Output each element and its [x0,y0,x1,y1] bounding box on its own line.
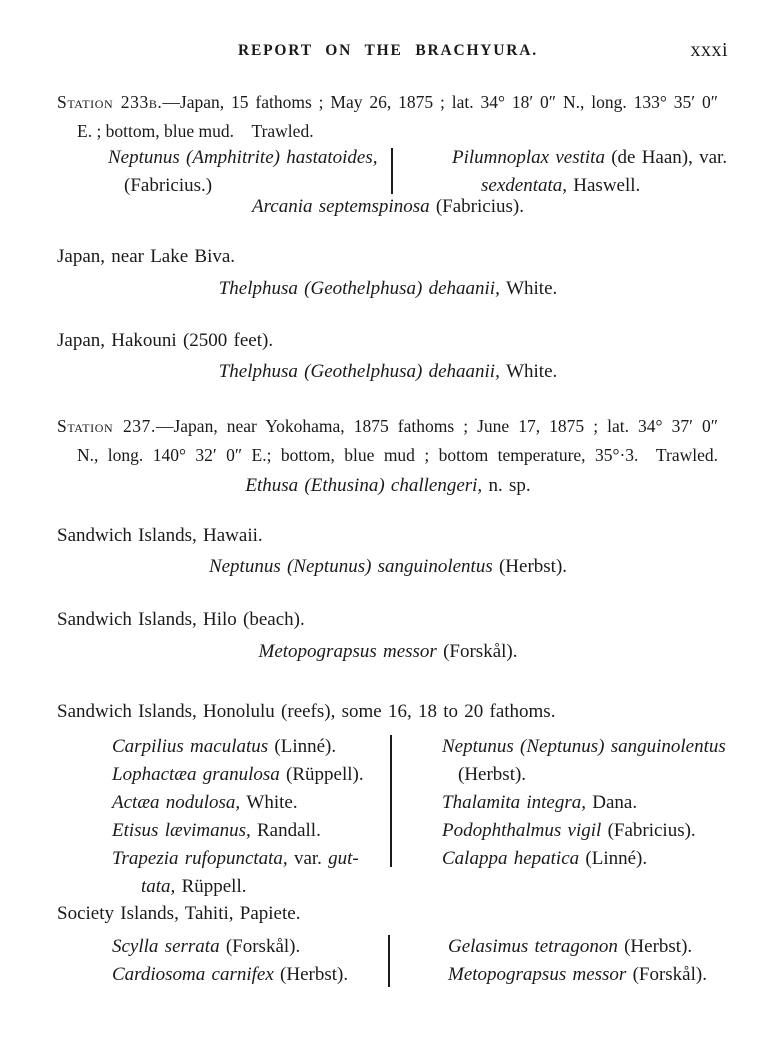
column-separator-rule [391,148,393,194]
species-list-line [442,733,736,761]
plain-text: —Japan, near Yokohama, 1875 fathoms ; June 17, 1875 ; lat. 34° 37′ 0″ [155,416,719,436]
species-line-centered [0,556,776,578]
species-name-text: Neptunus (Amphitrite) hastatoides, [108,147,378,168]
species-line-centered [0,641,776,663]
species-line-centered [0,196,776,218]
species-name-text: Thelphusa (Geothelphusa) dehaanii, [218,361,507,382]
station-entry-233b [57,88,718,146]
plain-text: (Fabricius). [607,820,696,841]
plain-text: Haswell. [573,175,641,196]
plain-text: White. [506,278,558,299]
species-name-text: Metopograpsus messor [258,641,444,662]
species-list-line [108,144,390,172]
species-name-text: Neptunus (Neptunus) sanguinolentus [442,736,726,757]
location-heading-honolulu: Sandwich Islands, Honolulu (reefs), some 16, 18 to 20 fathoms. [57,701,556,722]
species-list-line [442,845,736,873]
species-name-text: Gelasimus tetragonon [448,936,625,957]
species-name-text: Scylla serrata [112,936,226,957]
species-list-line [112,761,386,789]
plain-text: (Herbst). [624,936,693,957]
plain-text: E. ; bottom, blue mud. Trawled. [77,121,314,141]
species-list-line [442,789,736,817]
species-name-text: Podophthalmus vigil [442,820,608,841]
plain-text: White. [246,792,298,813]
station-entry-237 [57,412,718,470]
species-name-text: Etisus lævimanus, [112,820,257,841]
species-list-line [112,845,386,873]
plain-text: (Herbst). [458,764,527,785]
plain-text: —Japan, 15 fathoms ; May 26, 1875 ; lat. 34° 18′ 0″ N., long. 133° 35′ 0″ [162,92,718,112]
species-list-line [452,144,736,172]
species-column-left [108,144,390,200]
species-line-centered [0,475,776,497]
plain-text: (Forskål). [632,964,707,985]
plain-text: Station 233b. [57,92,163,112]
species-list-line [448,961,736,989]
location-heading-hakouni: Japan, Hakouni (2500 feet). [57,330,274,351]
species-list-line [442,761,736,789]
location-heading-society: Society Islands, Tahiti, Papiete. [57,903,301,924]
species-column-right [448,933,736,989]
species-list-line [442,817,736,845]
species-name-text: Metopograpsus messor [448,964,633,985]
location-heading-hilo: Sandwich Islands, Hilo (beach). [57,609,305,630]
station-line [57,412,718,441]
species-column-right [442,733,736,873]
plain-text: (Rüppell). [286,764,364,785]
species-list-line [448,933,736,961]
species-two-col-list-233b [0,144,776,204]
plain-text: (Herbst). [498,556,568,577]
species-name-text: Ethusa (Ethusina) challengeri, [245,475,489,496]
location-heading-lake-biva: Japan, near Lake Biva. [57,246,236,267]
plain-text: Station 237. [57,416,156,436]
species-name-text: tata, [141,876,182,897]
plain-text: (Fabricius.) [124,175,213,196]
column-separator-rule [390,735,392,867]
species-two-col-list-society [0,933,776,993]
running-header-title: REPORT ON THE BRACHYURA. [238,42,538,59]
plain-text: (Forskål). [225,936,301,957]
plain-text: var. [293,848,329,869]
species-list-line [112,873,386,901]
location-heading-hawaii: Sandwich Islands, Hawaii. [57,525,263,546]
species-name-text: Thelphusa (Geothelphusa) dehaanii, [218,278,507,299]
species-name-text: Calappa hepatica [442,848,586,869]
plain-text: N., long. 140° 32′ 0″ E.; bottom, blue mud ; bottom temperature, 35°·3. Trawled. [77,445,718,465]
species-name-text: Trapezia rufopunctata, [112,848,294,869]
species-name-text: Thalamita integra, [442,792,593,813]
station-line [57,88,718,117]
plain-text: Randall. [256,820,321,841]
plain-text: (Forskål). [443,641,518,662]
species-list-line [112,961,384,989]
species-line-centered [0,278,776,300]
column-separator-rule [388,935,390,987]
species-name-text: Lophactæa granulosa [112,764,287,785]
plain-text: Dana. [592,792,638,813]
station-line [57,117,718,146]
species-name-text: Neptunus (Neptunus) sanguinolentus [208,556,499,577]
species-name-text: Cardiosoma carnifex [112,964,281,985]
species-name-text: Actæa nodulosa, [112,792,247,813]
plain-text: (Linné). [274,736,337,757]
plain-text: (Herbst). [280,964,349,985]
station-line [57,441,718,470]
plain-text: Rüppell. [181,876,247,897]
plain-text: (de Haan), var. [611,147,728,168]
species-column-left [112,933,384,989]
species-name-text: Pilumnoplax vestita [452,147,612,168]
species-column-right [452,144,736,200]
page-number: xxxi [690,39,728,61]
species-two-col-list-honolulu [0,733,776,903]
species-name-text: gut- [328,848,359,869]
species-list-line [112,733,386,761]
plain-text: White. [506,361,558,382]
plain-text: (Fabricius). [435,196,524,217]
species-line-centered [0,361,776,383]
plain-text: (Linné). [585,848,648,869]
plain-text: n. sp. [488,475,531,496]
species-name-text: Carpilius maculatus [112,736,275,757]
species-list-line [112,817,386,845]
species-column-left [112,733,386,901]
species-list-line [112,789,386,817]
species-list-line [112,933,384,961]
species-name-text: sexdentata, [481,175,574,196]
species-name-text: Arcania septemspinosa [252,196,436,217]
